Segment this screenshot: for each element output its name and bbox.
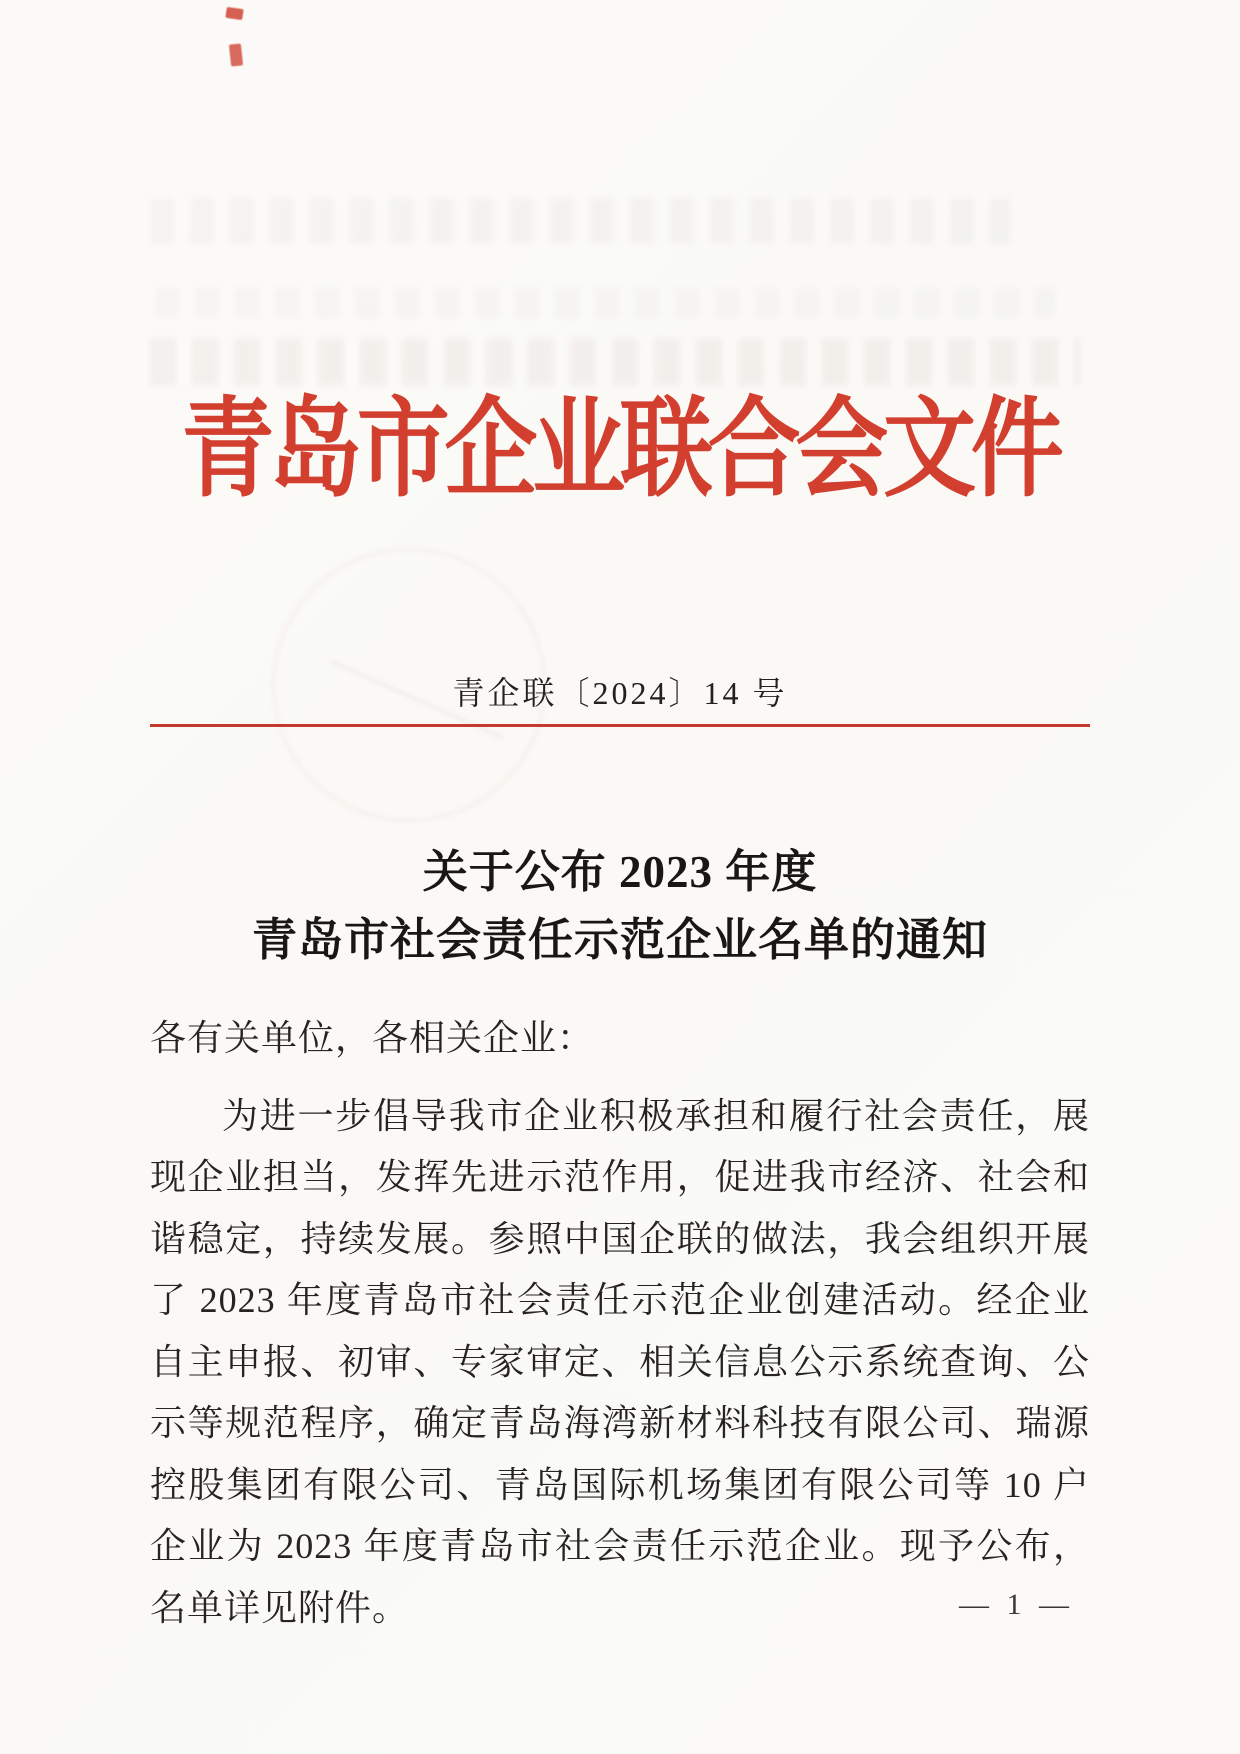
document-header-title: 青岛市企业联合会文件 [181, 391, 1059, 510]
notice-title-line-2: 青岛市社会责任示范企业名单的通知 [251, 915, 988, 965]
bleed-through-line [155, 288, 1055, 318]
bleed-through-line [150, 198, 1010, 244]
page-number: — 1 — [959, 1588, 1074, 1621]
document-number: 青企联〔2024〕14 号 [452, 675, 788, 711]
notice-title-line-1: 关于公布 2023 年度 [422, 847, 818, 897]
body-paragraph: 为进一步倡导我市企业积极承担和履行社会责任，展现企业担当，发挥先进示范作用，促进我市经济、社会和谐稳定，持续发展。参照中国企联的做法，我会组织开展了 2023 年度青岛市社会责任示范企业创建活动。经企业自主申报、初审、专家审定、相关信息公示系统查询、公示等规范程序，确定青岛海湾新材料科技有限公司、瑞源控股集团有限公司、青岛国际机场集团有限公司等 10 户企业为 2023 年度青岛市社会责任示范企业。现予公布，名单详见附件。 [150, 1095, 1090, 1628]
scan-artifact-mark [225, 7, 243, 20]
document-body [150, 1008, 1090, 1639]
scan-artifact-mark [229, 43, 243, 66]
notice-title [0, 838, 1240, 974]
header-divider-rule [150, 724, 1090, 727]
salutation-line: 各有关单位，各相关企业： [150, 1018, 595, 1058]
